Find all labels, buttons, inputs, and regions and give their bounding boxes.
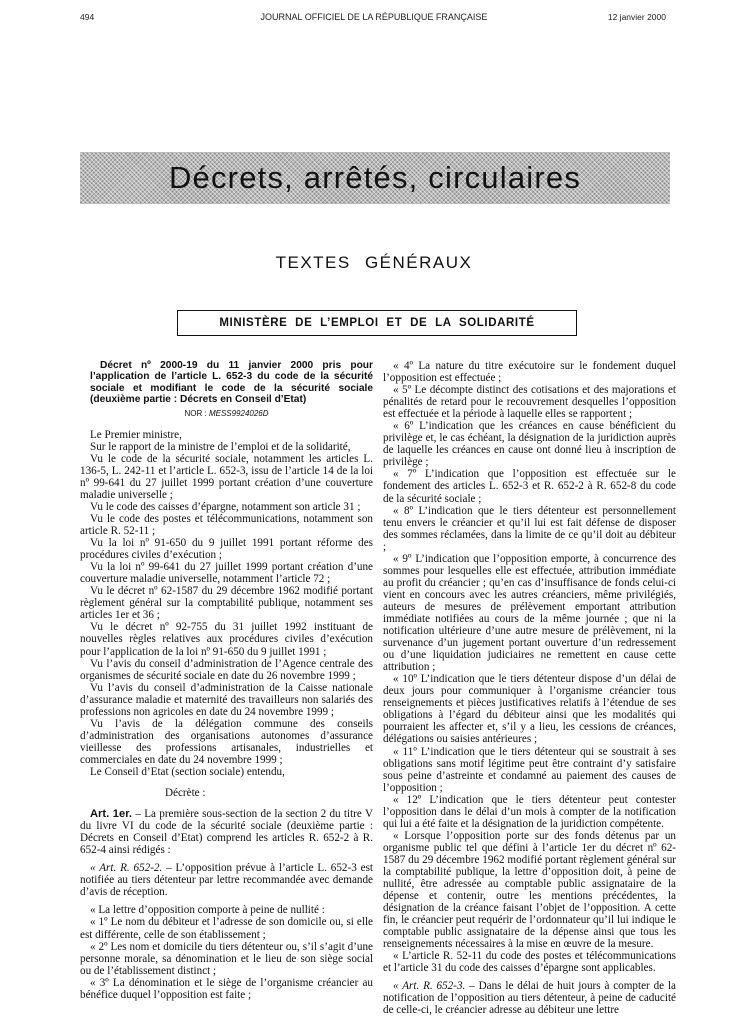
list-item: « 3º La dénomination et le siège de l’organisme créancier au bénéfice duquel l’opposition est faite ; — [80, 976, 373, 1001]
article-r652-2-label: « Art. R. 652-2. — [90, 862, 163, 875]
list-item: « Lorsque l’opposition porte sur des fonds détenus par un organisme public tel que défini à l’article 1er du décret nº 62-1587 du 29 décembre 1962 modifié portant règlement général sur la comptabilité publique, la lettre d’opposition doit, à peine de nullité, être adressée au comptable public assignataire de la dépense et contenir, outre les mentions précédentes, la désignation de la créance faisant l’objet de l’opposition. A cette fin, le créancier peut requérir de l’ordonnateur qu’il lui indique le comptable public assignataire de la dépense ainsi que tous les renseignements nécessaires à la mise en œuvre de la mesure. — [383, 829, 676, 951]
left-column — [80, 360, 373, 1001]
ministry-box — [177, 310, 577, 336]
issue-date: 12 janvier 2000 — [607, 12, 666, 22]
journal-title: JOURNAL OFFICIEL DE LA RÉPUBLIQUE FRANÇAISE — [260, 12, 488, 22]
preamble-paragraph: Vu le code des postes et télécommunications, notamment son article R. 52-11 ; — [80, 513, 373, 538]
nor-code: MESS9924026D — [208, 408, 269, 418]
article-1-label: Art. 1er. — [90, 808, 133, 821]
nor-label: NOR : — [184, 408, 207, 418]
preamble-paragraph: Sur le rapport de la ministre de l’emploi et de la solidarité, — [90, 440, 351, 453]
article-r652-2-text: – L’opposition prévue à l’article L. 652-3 est notifiée au tiers détenteur par lettre recommandée avec demande d’avis de réception. — [80, 862, 373, 899]
preamble-paragraph: Le Conseil d’Etat (section sociale) entendu, — [90, 765, 285, 778]
preamble-paragraph: Vu la loi nº 99-641 du 27 juillet 1999 portant création d’une couverture maladie universelle, notamment l’article 72 ; — [80, 561, 373, 586]
list-item: « 6º L’indication que les créances en cause bénéficient du privilège et, le cas échéant, la désignation de la juridiction auprès de laquelle les créances en cause ont donné lieu à inscription de privilège ; — [383, 420, 676, 469]
preamble-paragraph: Vu le code des caisses d’épargne, notamment son article 31 ; — [90, 500, 361, 513]
preamble-paragraph: Vu l’avis de la délégation commune des conseils d’administration des organisations autonomes d’assurance vieillesse des professions artisanales, industrielles et commerciales en date du 24 novembre 1999 ; — [80, 717, 373, 766]
list-item: « 10º L’indication que le tiers détenteur dispose d’un délai de deux jours pour communiquer à l’organisme créancier tous renseignements et pièces justificatives relatifs à l’étendue de ses obligations à l’égard du débiteur ainsi que les modalités qui pourraient les affecter et, s’il y a lieu, les cessions de créances, délégations ou saisies antérieures ; — [383, 673, 676, 746]
list-item: « 8º L’indication que le tiers détenteur est personnellement tenu envers le créancier et qu’il lui est fait défense de disposer des sommes réclamées, dans la limite de ce qu’il doit au débiteur ; — [383, 504, 676, 553]
preamble-paragraph: Vu l’avis du conseil d’administration de la Caisse nationale d’assurance maladie et maternité des travailleurs non salariés des professions non agricoles en date du 24 novembre 1999 ; — [80, 681, 373, 718]
decrete-line: Décrète : — [165, 787, 206, 800]
page-number: 494 — [80, 12, 95, 22]
right-column — [383, 360, 676, 1017]
running-header — [0, 12, 748, 26]
preamble-paragraph: Le Premier ministre, — [90, 428, 182, 441]
list-item: « 4º La nature du titre exécutoire sur le fondement duquel l’opposition est effectuée ; — [383, 360, 676, 385]
list-item: « 9º L’indication que l’opposition emporte, à concurrence des sommes pour lesquelles elle est effectuée, attribution immédiate au profit du créancier ; qu’en cas d’insuffisance de fonds celui-ci vient en concours avec les autres créanciers, même privilégiés, auteurs de mesures de prélèvement emportant attribution immédiate notifiées au cours de la même journée ; que ni la notification ultérieure d’une autre mesure de prélèvement, ni la survenance d’un jugement portant ouverture d’un redressement ou d’une liquidation judiciaires ne remettent en cause cette attribution ; — [383, 552, 676, 674]
section-banner — [80, 152, 670, 204]
list-item: « La lettre d’opposition comporte à peine de nullité : — [90, 904, 325, 917]
preamble-paragraph: Vu la loi nº 91-650 du 9 juillet 1991 portant réforme des procédures civiles d’exécution ; — [80, 537, 373, 562]
article-r652-3 — [383, 980, 676, 1016]
article-r652-2 — [80, 862, 373, 898]
list-item: « 1º Le nom du débiteur et l’adresse de son domicile ou, si elle est différente, celle de son établissement ; — [80, 916, 373, 941]
preamble-paragraph: Vu l’avis du conseil d’administration de l’Agence centrale des organismes de sécurité sociale en date du 26 novembre 1999 ; — [80, 657, 373, 682]
list-item: « 5º Le décompte distinct des cotisations et des majorations et pénalités de retard pour le recouvrement desquelles l’opposition est effectuée et la période à laquelle elles se rapportent ; — [383, 384, 676, 421]
ministry-name: MINISTÈRE DE L’EMPLOI ET DE LA SOLIDARITÉ — [219, 317, 535, 329]
list-item: « 12º L’indication que le tiers détenteur peut contester l’opposition dans le délai d’un mois à compter de la notification qui lui a été faite et la désignation de la juridiction compétente. — [383, 793, 676, 830]
article-1-text: – La première sous-section de la section 2 du titre V du livre VI du code de la sécurité sociale (deuxième partie : Décrets en Conseil d’Etat) comprend les articles R. 652-2 à R. 652-4 ainsi rédigés : — [80, 808, 373, 857]
section-title: TEXTES GÉNÉRAUX — [275, 253, 473, 272]
list-item: « 11º L’indication que le tiers détenteur qui se soustrait à ses obligations sans motif légitime peut être contraint d’y satisfaire sous peine d’astreinte et condamné au paiement des causes de l’opposition ; — [383, 745, 676, 794]
preamble-paragraph: Vu le décret nº 62-1587 du 29 décembre 1962 modifié portant règlement général sur la comptabilité publique, notamment ses articles 1er et 36 ; — [80, 585, 373, 622]
list-item: « 7º L’indication que l’opposition est effectuée sur le fondement des articles L. 652-3 et R. 652-2 à R. 652-8 du code de la sécurité sociale ; — [383, 468, 676, 505]
list-item: « 2º Les nom et domicile du tiers détenteur ou, s’il s’agit d’une personne morale, sa dénomination et le lieu de son siège social ou de l’établissement distinct ; — [80, 940, 373, 977]
article-r652-3-text: – Dans le délai de huit jours à compter de la notification de l’opposition au tiers détenteur, à peine de caducité de celle-ci, le créancier adresse au débiteur une lettre — [383, 980, 676, 1017]
banner-title: Décrets, arrêtés, circulaires — [168, 160, 582, 195]
preamble-paragraph: Vu le code de la sécurité sociale, notamment les articles L. 136-5, L. 242-11 et l’article L. 652-3, issu de l’article 14 de la loi nº 99-641 du 27 juillet 1999 portant création d’une couverture maladie universelle ; — [80, 452, 373, 501]
list-item: « L’article R. 52-11 du code des postes et télécommunications et l’article 31 du code des caisses d’épargne sont applicables. — [383, 950, 676, 975]
decree-title: Décret nº 2000-19 du 11 janvier 2000 pris pour l’application de l’article L. 652-3 du code de la sécurité sociale et modifiant le code de la sécurité sociale (deuxième partie : Décrets en Conseil d’Etat) — [90, 360, 373, 406]
preamble-paragraph: Vu le décret nº 92-755 du 31 juillet 1992 instituant de nouvelles règles relatives aux procédures civiles d’exécution pour l’application de la loi nº 91-650 du 9 juillet 1991 ; — [80, 621, 373, 658]
article-1 — [80, 808, 373, 856]
nor-reference — [80, 408, 373, 420]
article-r652-3-label: « Art. R. 652-3. — [393, 980, 466, 993]
